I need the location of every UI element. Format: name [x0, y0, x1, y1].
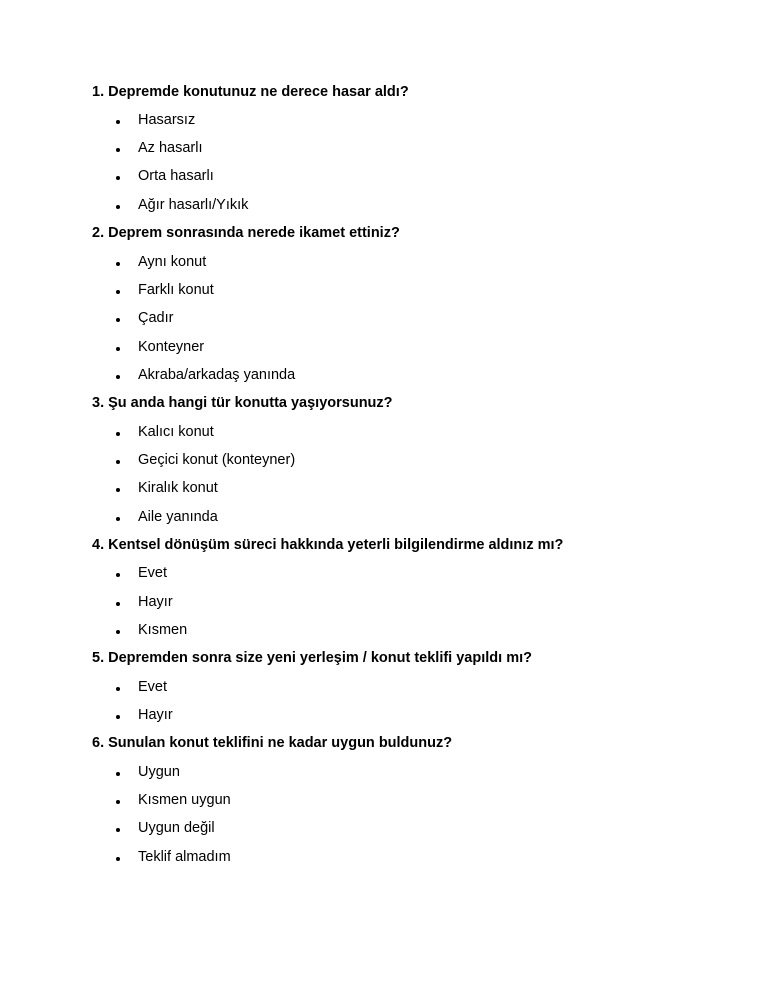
- question-title: 2. Deprem sonrasında nerede ikamet ettiniz?: [92, 225, 400, 241]
- option-item: [113, 819, 215, 837]
- option-item: [113, 678, 167, 696]
- option-item: [113, 338, 204, 356]
- option-label: Çadır: [138, 310, 174, 326]
- option-item: [113, 621, 187, 639]
- option-label: Kısmen: [138, 622, 188, 638]
- option-label: Aynı konut: [138, 254, 207, 270]
- option-label: Kalıcı konut: [138, 424, 214, 440]
- option-label: Ağır hasarlı/Yıkık: [138, 197, 249, 213]
- question-title: 3. Şu anda hangi tür konutta yaşıyorsunuz?: [92, 395, 393, 411]
- option-label: Evet: [138, 565, 168, 581]
- option-item: [113, 508, 218, 526]
- option-label: Farklı konut: [138, 282, 214, 298]
- option-label: Hayır: [138, 594, 173, 610]
- option-label: Konteyner: [138, 339, 205, 355]
- option-label: Aile yanında: [138, 509, 218, 525]
- option-label: Teklif almadım: [138, 849, 231, 865]
- option-item: [113, 564, 167, 582]
- option-item: [113, 791, 231, 809]
- option-item: [113, 281, 214, 299]
- option-label: Akraba/arkadaş yanında: [138, 367, 296, 383]
- option-label: Evet: [138, 679, 168, 695]
- option-label: Hasarsız: [138, 112, 196, 128]
- option-item: [113, 593, 173, 611]
- option-item: [113, 706, 173, 724]
- option-label: Geçici konut (konteyner): [138, 452, 296, 468]
- option-item: [113, 423, 214, 441]
- option-item: [113, 763, 180, 781]
- option-item: [113, 309, 173, 327]
- option-label: Az hasarlı: [138, 140, 203, 156]
- question-title: 6. Sunulan konut teklifini ne kadar uygun buldunuz?: [92, 735, 453, 751]
- option-label: Uygun değil: [138, 820, 215, 836]
- option-item: [113, 253, 206, 271]
- option-item: [113, 848, 231, 866]
- option-label: Hayır: [138, 707, 173, 723]
- option-item: [113, 196, 248, 214]
- question-title: 1. Depremde konutunuz ne derece hasar aldı?: [92, 84, 409, 100]
- option-label: Orta hasarlı: [138, 168, 214, 184]
- option-label: Uygun: [138, 764, 180, 780]
- option-label: Kiralık konut: [138, 480, 218, 496]
- option-item: [113, 451, 295, 469]
- question-title: 5. Depremden sonra size yeni yerleşim / konut teklifi yapıldı mı?: [92, 650, 532, 666]
- option-item: [113, 111, 195, 129]
- option-item: [113, 366, 295, 384]
- option-item: [113, 139, 202, 157]
- option-item: [113, 167, 214, 185]
- option-item: [113, 479, 218, 497]
- question-title: 4. Kentsel dönüşüm süreci hakkında yeterli bilgilendirme aldınız mı?: [92, 537, 564, 553]
- option-label: Kısmen uygun: [138, 792, 231, 808]
